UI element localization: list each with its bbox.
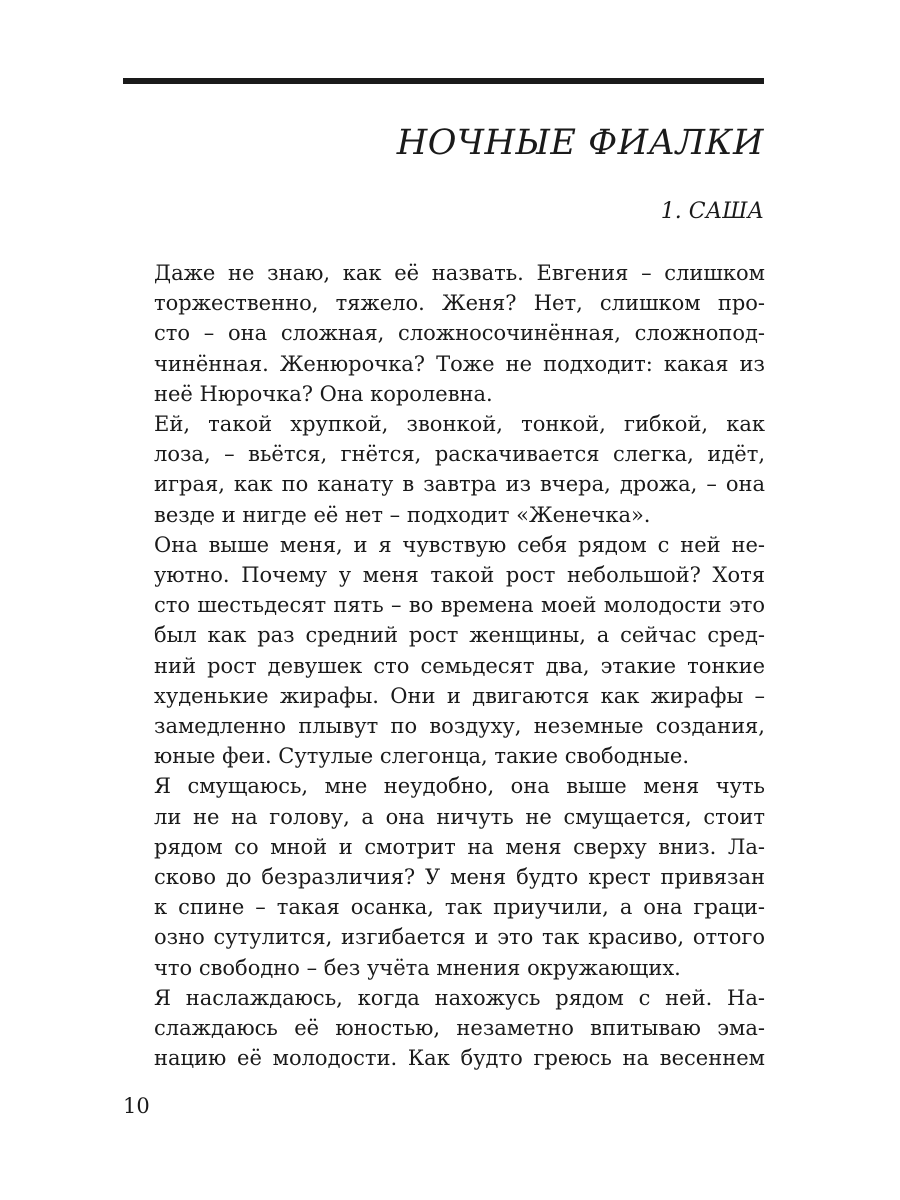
paragraph — [123, 771, 765, 982]
paragraph — [123, 258, 765, 409]
section-title: 1. САША — [660, 199, 764, 224]
text-line: Даже не знаю, как её назвать. Евгения – слишком — [154, 261, 765, 285]
text-line: торжественно, тяжело. Женя? Нет, слишком про- — [154, 291, 765, 316]
text-line: сково до безразличия? У меня будто крест привязан — [154, 865, 765, 890]
text-line: Ей, такой хрупкой, звонкой, тонкой, гибкой, как — [154, 412, 765, 437]
text-line: везде и нигде её нет – подходит «Женечка». — [154, 502, 651, 527]
text-line: ли не на голову, а она ничуть не смущается, стоит — [154, 804, 765, 829]
paragraph — [123, 409, 765, 530]
text-line: слаждаюсь её юностью, незаметно впитываю эма- — [154, 1016, 765, 1041]
paragraph — [123, 983, 765, 1074]
chapter-title: НОЧНЫЕ ФИАЛКИ — [396, 123, 764, 163]
text-line: Я наслаждаюсь, когда нахожусь рядом с ней. На- — [154, 985, 765, 1010]
body-text — [123, 258, 765, 1073]
text-line: играя, как по канату в завтра из вчера, дрожа, – она — [154, 472, 765, 497]
text-line: чинённая. Женюрочка? Тоже не подходит: какая из — [154, 351, 765, 376]
text-line: худенькие жирафы. Они и двигаются как жирафы – — [154, 683, 765, 708]
page-number: 10 — [123, 1094, 150, 1118]
chapter-top-rule — [123, 78, 764, 84]
text-line: нацию её молодости. Как будто греюсь на весеннем — [154, 1046, 765, 1071]
text-line: рядом со мной и смотрит на меня сверху вниз. Ла- — [154, 834, 765, 859]
text-line: был как раз средний рост женщины, а сейчас сред- — [154, 623, 765, 648]
paragraph — [123, 530, 765, 772]
text-line: неё Нюрочка? Она королевна. — [154, 381, 493, 406]
text-line: уютно. Почему у меня такой рост небольшой? Хотя — [154, 563, 765, 588]
text-line: юные феи. Сутулые слегонца, такие свободные. — [154, 744, 690, 769]
text-line: что свободно – без учёта мнения окружающих. — [154, 955, 681, 980]
text-line: Я смущаюсь, мне неудобно, она выше меня чуть — [154, 774, 765, 799]
text-line: сто – она сложная, сложносочинённая, сложнопод- — [154, 321, 765, 346]
text-line: к спине – такая осанка, так приучили, а она граци- — [154, 895, 765, 920]
text-line: лоза, – вьётся, гнётся, раскачивается слегка, идёт, — [154, 442, 765, 467]
text-line: Она выше меня, и я чувствую себя рядом с ней не- — [154, 532, 765, 557]
text-line: ний рост девушек сто семьдесят два, этакие тонкие — [154, 653, 765, 678]
text-line: озно сутулится, изгибается и это так красиво, оттого — [154, 925, 765, 950]
text-line: замедленно плывут по воздуху, неземные создания, — [154, 714, 765, 739]
text-line: сто шестьдесят пять – во времена моей молодости это — [154, 593, 765, 618]
